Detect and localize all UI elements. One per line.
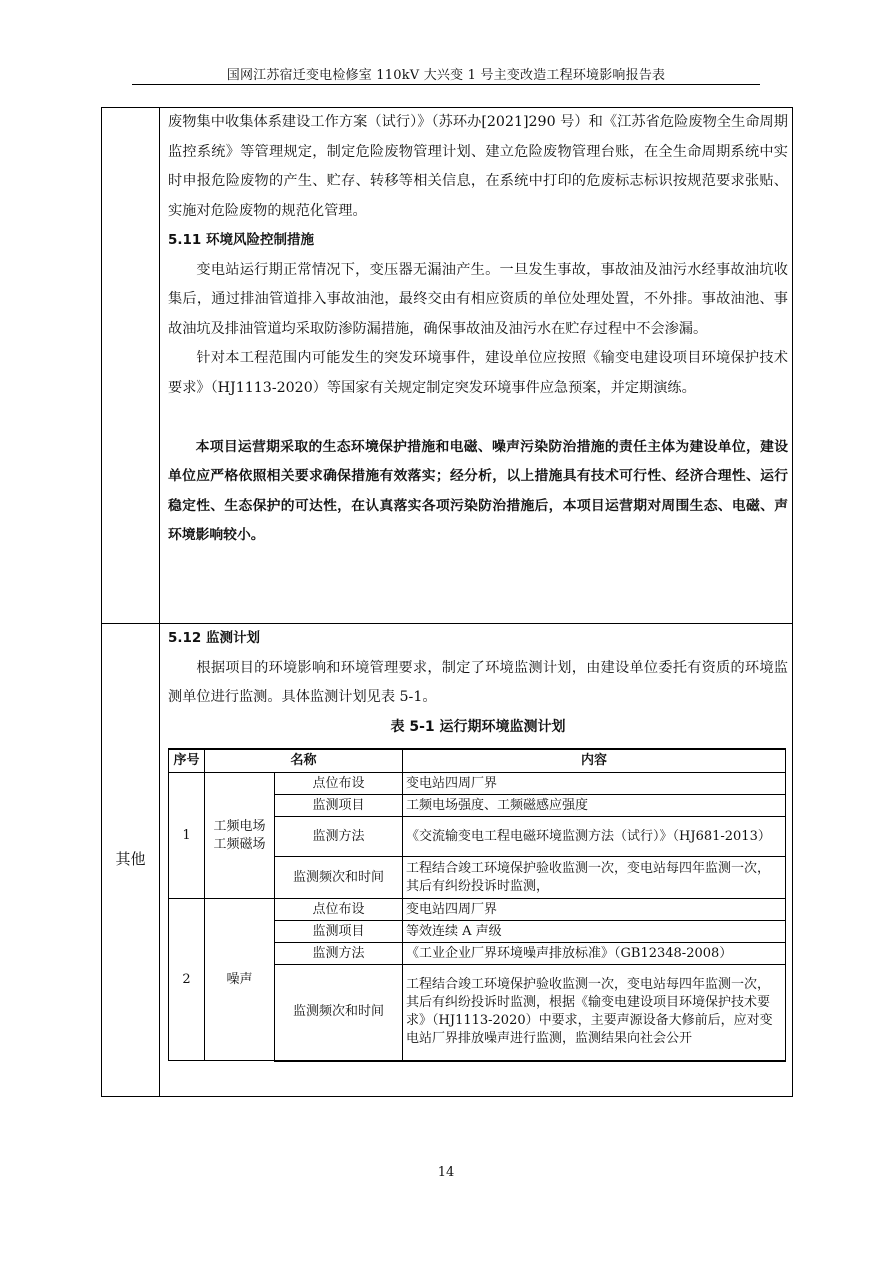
- page-number: 14: [437, 1165, 455, 1180]
- document-header: 国网江苏宿迁变电检修室 110kV 大兴变 1 号主变改造工程环境影响报告表: [226, 68, 666, 83]
- item-label: 监测项目: [275, 921, 403, 943]
- item-content: 《交流输变电工程电磁环境监测方法（试行）》（HJ681-2013）: [403, 817, 786, 857]
- item-content: 变电站四周厂界: [403, 773, 786, 795]
- item-label: 监测频次和时间: [275, 965, 403, 1061]
- header-no: 序号: [169, 749, 205, 773]
- risk-paragraph-1: 变电站运行期正常情况下，变压器无漏油产生。一旦发生事故，事故油及油污水经事故油坑收集后，通过排油管道排入事故油池，最终交由有相应资质的单位处理处置，不外排。事故油池、事故油坑及排油管道均采取防渗防漏措施，确保事故油及油污水在贮存过程中不会渗漏。: [168, 261, 788, 337]
- header-rule: [132, 84, 760, 85]
- item-label: 点位布设: [275, 773, 403, 795]
- monitoring-plan-table: [168, 748, 786, 1062]
- item-content: 工程结合竣工环境保护验收监测一次，变电站每四年监测一次，其后有纠纷投诉时监测，: [403, 857, 786, 899]
- section-5-12-heading: 5.12 监测计划: [168, 630, 261, 646]
- header-name: 名称: [205, 749, 403, 773]
- section-5-11-heading: 5.11 环境风险控制措施: [168, 232, 315, 248]
- row1-content: [168, 108, 788, 551]
- monitor-paragraph: 根据项目的环境影响和环境管理要求，制定了环境监测计划，由建设单位委托有资质的环境监测单位进行监测。具体监测计划见表 5-1。: [168, 659, 788, 705]
- item-label: 点位布设: [275, 899, 403, 921]
- group-name: 噪声: [205, 899, 275, 1061]
- item-label: 监测方法: [275, 943, 403, 965]
- row2-content: [168, 624, 788, 713]
- column-divider: [159, 108, 160, 1096]
- item-content: 等效连续 A 声级: [403, 921, 786, 943]
- table-row: [169, 899, 786, 921]
- item-content: 变电站四周厂界: [403, 899, 786, 921]
- item-content: 工频电场强度、工频磁感应强度: [403, 795, 786, 817]
- conclusion-paragraph: 本项目运营期采取的生态环境保护措施和电磁、噪声污染防治措施的责任主体为建设单位，建设单位应严格依照相关要求确保措施有效落实；经分析，以上措施具有技术可行性、经济合理性、运行稳定性、生态保护的可达性，在认真落实各项污染防治措施后，本项目运营期对周围生态、电磁、声环境影响较小。: [168, 438, 788, 543]
- group-name: 工频电场 工频磁场: [205, 773, 275, 899]
- item-content: 工程结合竣工环境保护验收监测一次，变电站每四年监测一次，其后有纠纷投诉时监测，根据《输变电建设项目环境保护技术要求》（HJ1113-2020）中要求，主要声源设备大修前后，应对变电站厂界排放噪声进行监测，监测结果向社会公开: [403, 965, 786, 1061]
- risk-paragraph-2: 针对本工程范围内可能发生的突发环境事件，建设单位应按照《输变电建设项目环境保护技术要求》（HJ1113-2020）等国家有关规定制定突发环境事件应急预案，并定期演练。: [168, 350, 788, 396]
- item-label: 监测项目: [275, 795, 403, 817]
- header-content: 内容: [403, 749, 786, 773]
- group-no: 2: [169, 899, 205, 1061]
- blank-line: [168, 403, 788, 433]
- item-label: 监测频次和时间: [275, 857, 403, 899]
- item-content: 《工业企业厂界环境噪声排放标准》（GB12348-2008）: [403, 943, 786, 965]
- form-table: [101, 107, 793, 1097]
- table-title: 表 5-1 运行期环境监测计划: [390, 719, 566, 735]
- side-label-other: 其他: [115, 850, 146, 868]
- intro-paragraph: 废物集中收集体系建设工作方案（试行）》（苏环办[2021]290 号）和《江苏省危险废物全生命周期监控系统》等管理规定，制定危险废物管理计划、建立危险废物管理台账，在全生命周期系统中实时申报危险废物的产生、贮存、转移等相关信息，在系统中打印的危废标志标识按规范要求张贴、实施对危险废物的规范化管理。: [168, 114, 788, 219]
- table-header-row: [169, 749, 786, 773]
- table-row: [169, 773, 786, 795]
- group-no: 1: [169, 773, 205, 899]
- item-label: 监测方法: [275, 817, 403, 857]
